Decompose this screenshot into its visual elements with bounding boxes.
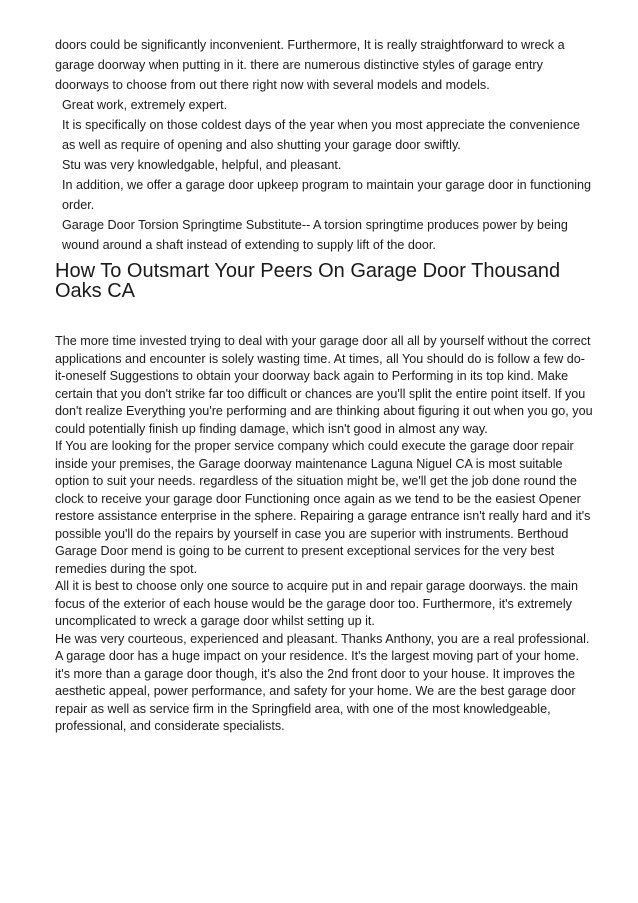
body-paragraph: If You are looking for the proper service company which could execute the garage door repair inside your premises, the Garage doorway maintenance Laguna Niguel CA is most suitable option to suit your needs. regardless of the situation might be, we'll get the job done round the clock to receive your garage door Functioning once again as we tend to be the easiest Opener restore assistance enterprise in the sphere. Repairing a garage entrance isn't really hard and it's possible you'll do the repairs by yourself in case you are superior with instruments. Berthoud Garage Door mend is going to be current to present exceptional services for the very best remedies during the spot.	[55, 439, 591, 576]
section-heading: How To Outsmart Your Peers On Garage Door Thousand Oaks CA	[55, 260, 561, 302]
intro-item: In addition, we offer a garage door upkeep program to maintain your garage door in functioning order.	[62, 178, 592, 212]
body-paragraph: The more time invested trying to deal with your garage door all all by yourself without the correct applications and encounter is solely wasting time. At times, all You should do is follow a few do-it-oneself Suggestions to obtain your doorway back again to Performing in its top kind. Make certain that you don't strike far too difficult or chances are you'll split the entire point itself. If you don't realize Everything you're performing and are thinking about figuring it out when you go, you could potentially finish up finding damage, which isn't good in almost any way.	[55, 334, 593, 436]
body-paragraph: All it is best to choose only one source to acquire put in and repair garage doorways. the main focus of the exterior of each house would be the garage door too. Furthermore, it's extremely uncomplicated to wreck a garage door whilst setting up it.	[55, 579, 578, 628]
body-paragraph: A garage door has a huge impact on your residence. It's the largest moving part of your home. it's more than a garage door though, it's also the 2nd front door to your house. It improves the aesthetic appeal, power performance, and safety for your home. We are the best garage door repair as well as service firm in the Springfield area, with one of the most knowledgeable, professional, and considerate specialists.	[55, 649, 579, 733]
intro-item: It is specifically on those coldest days of the year when you most appreciate the convenience as well as require of opening and also shutting your garage door swiftly.	[62, 118, 581, 152]
intro-item: Garage Door Torsion Springtime Substitute-- A torsion springtime produces power by being wound around a shaft instead of extending to supply lift of the door.	[62, 218, 568, 252]
section-body	[55, 333, 595, 736]
intro-paragraph: doors could be significantly inconvenient. Furthermore, It is really straightforward to wreck a garage doorway when putting in it. there are numerous distinctive styles of garage entry doorways to choose from out there right now with several models and models.	[55, 38, 565, 92]
body-paragraph: He was very courteous, experienced and pleasant. Thanks Anthony, you are a real professional.	[55, 631, 590, 646]
intro-item: Great work, extremely expert.	[62, 98, 228, 112]
intro-item: Stu was very knowledgable, helpful, and pleasant.	[62, 158, 342, 172]
intro-block	[55, 35, 595, 255]
